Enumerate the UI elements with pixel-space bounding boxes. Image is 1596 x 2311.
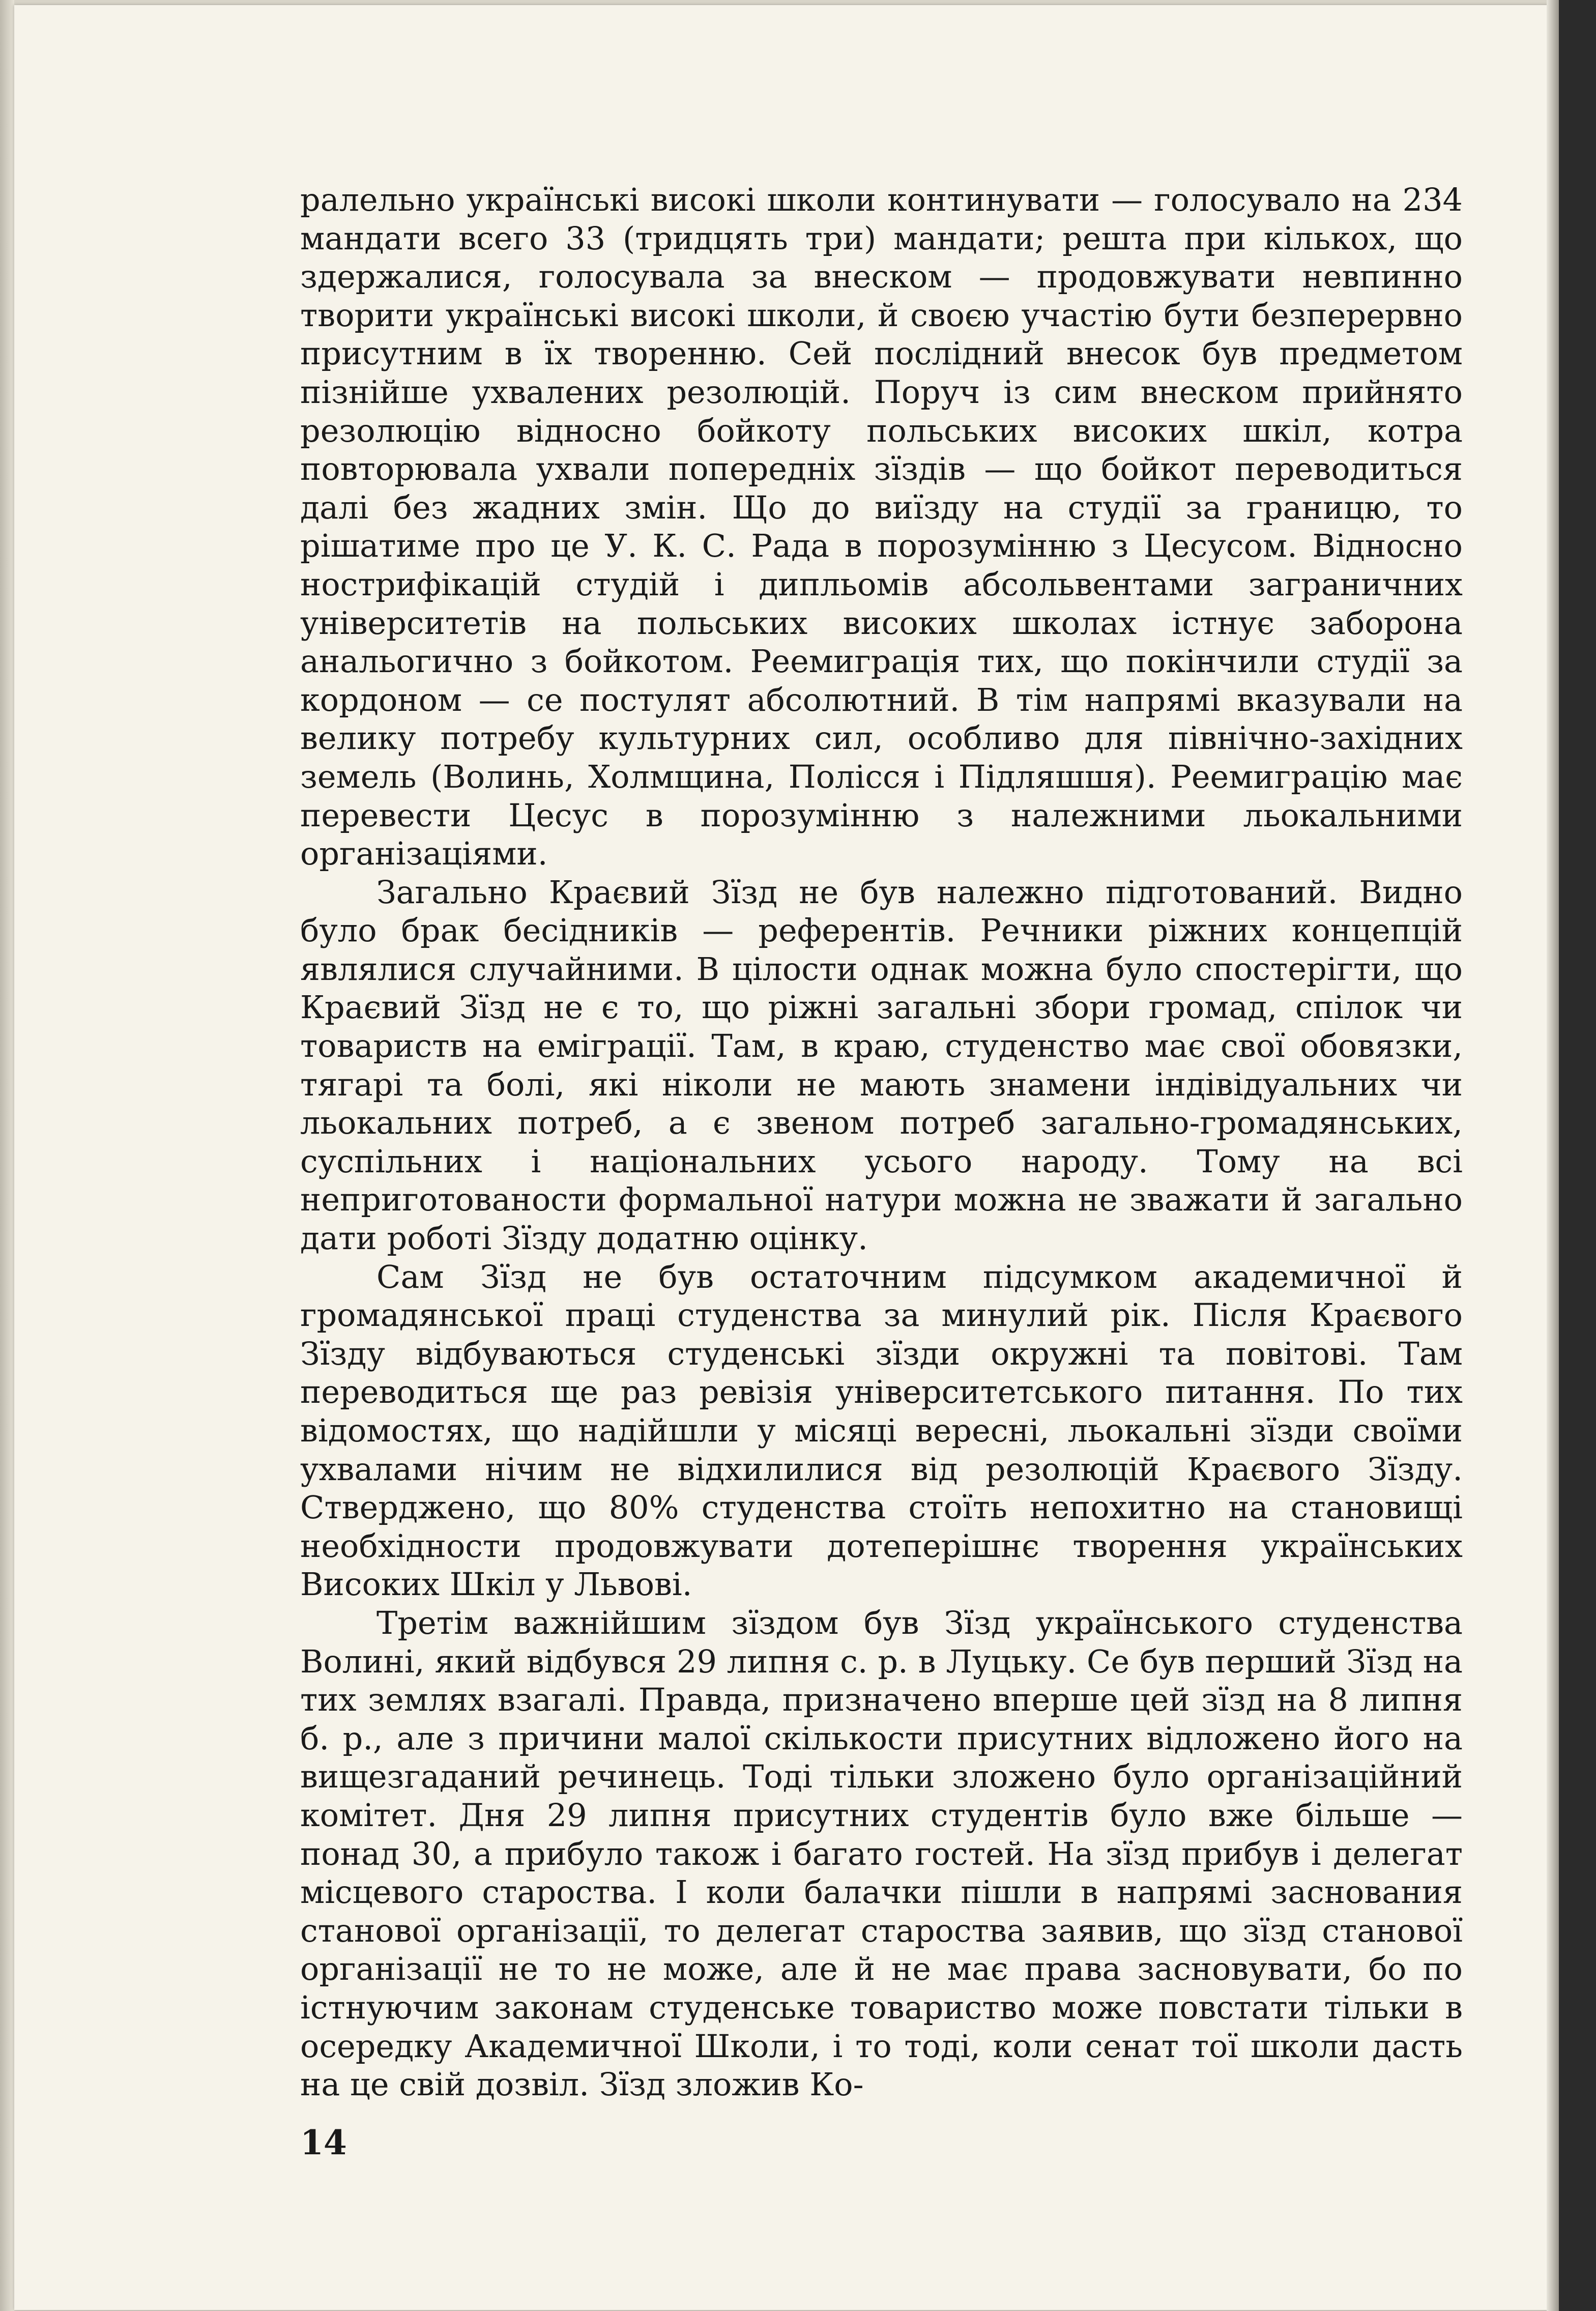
body-text xyxy=(300,181,1463,2104)
page-number: 14 xyxy=(300,2123,347,2162)
paragraph-2: Загально Краєвий Зїзд не був належно підготований. Видно було брак бесідників — референтів. Речники ріжних концепцій являлися случайними. В цілости однак можна було спостерігти, що Краєвий Зїзд не є то, що ріжні загальні збори громад, спілок чи товариств на еміграції. Там, в краю, студенство має свої обовязки, тягарі та болі, які ніколи не мають знамени індівідуальних чи льокальних потреб, а є звеном потреб загально-громадянських, суспільних і національних усього народу. Тому на всі неприготованости формальної натури можна не зважати й загально дати роботі Зїзду додатню оцінку. xyxy=(300,873,1463,1257)
page-right-shadow xyxy=(1547,0,1559,2311)
paragraph-3: Сам Зїзд не був остаточним підсумком академичної й громадянської праці студенства за минулий рік. Після Краєвого Зїзду відбуваються студенські зїзди окружні та повітові. Там переводиться ще раз ревізія університетського питання. По тих відомостях, що надійшли у місяці вересні, льокальні зїзди своїми ухвалами нічим не відхилилися від резолюцій Краєвого Зїзду. Стверджено, що 80% студенства стоїть непохитно на становищі необхідности продовжувати дотеперішнє творення українських Високих Шкіл у Львові. xyxy=(300,1258,1463,1603)
page-left-edge xyxy=(0,0,14,2311)
book-spine-edge xyxy=(1559,0,1596,2311)
paragraph-1: ралельно українські високі школи континувати — голосувало на 234 мандати всего 33 (тридцять три) мандати; решта при кількох, що здержалися, голосувала за внеском — продовжувати невпинно творити українські високі школи, й своєю участію бути безперервно присутним в їх творенню. Сей послідний внесок був предметом пізнійше ухвалених резолюцій. Поруч із сим внеском прийнято резолюцію відносно бойкоту польських високих шкіл, котра повторювала ухвали попередніх зїздів — що бойкот переводиться далі без жадних змін. Що до виїзду на студії за границю, то рішатиме про це У. К. С. Рада в порозумінню з Цесусом. Відносно нострифікацій студій і дипльомів абсольвентами заграничних університетів на польських високих школах істнує заборона анальогично з бойкотом. Реемиграція тих, що покінчили студії за кордоном — се постулят абсолютний. В тім напрямі вказували на велику потребу культурних сил, особливо для північно-західних земель (Волинь, Холмщина, Полісся і Підляшшя). Реемиграцію має перевести Цесус в порозумінню з належними льокальними організаціями. xyxy=(300,181,1463,873)
paragraph-4: Третім важнійшим зїздом був Зїзд українського студенства Волині, який відбувся 29 липня с. р. в Луцьку. Се був перший Зїзд на тих землях взагалі. Правда, призначено вперше цей зїзд на 8 липня б. р., але з причини малої скількости присутних відложено його на вищезгаданий речинець. Тоді тільки зложено було організаційний комітет. Дня 29 липня присутних студентів було вже більше — понад 30, а прибуло також і багато гостей. На зїзд прибув і делегат місцевого староства. І коли балачки пішли в напрямі заснования станової організації, то делегат староства заявив, що зїзд станової організації не то не може, але й не має права засновувати, бо по істнуючим законам студенське товариство може повстати тільки в осередку Академичної Школи, і то тоді, коли сенат тої школи дасть на це свій дозвіл. Зїзд зложив Ко- xyxy=(300,1604,1463,2103)
